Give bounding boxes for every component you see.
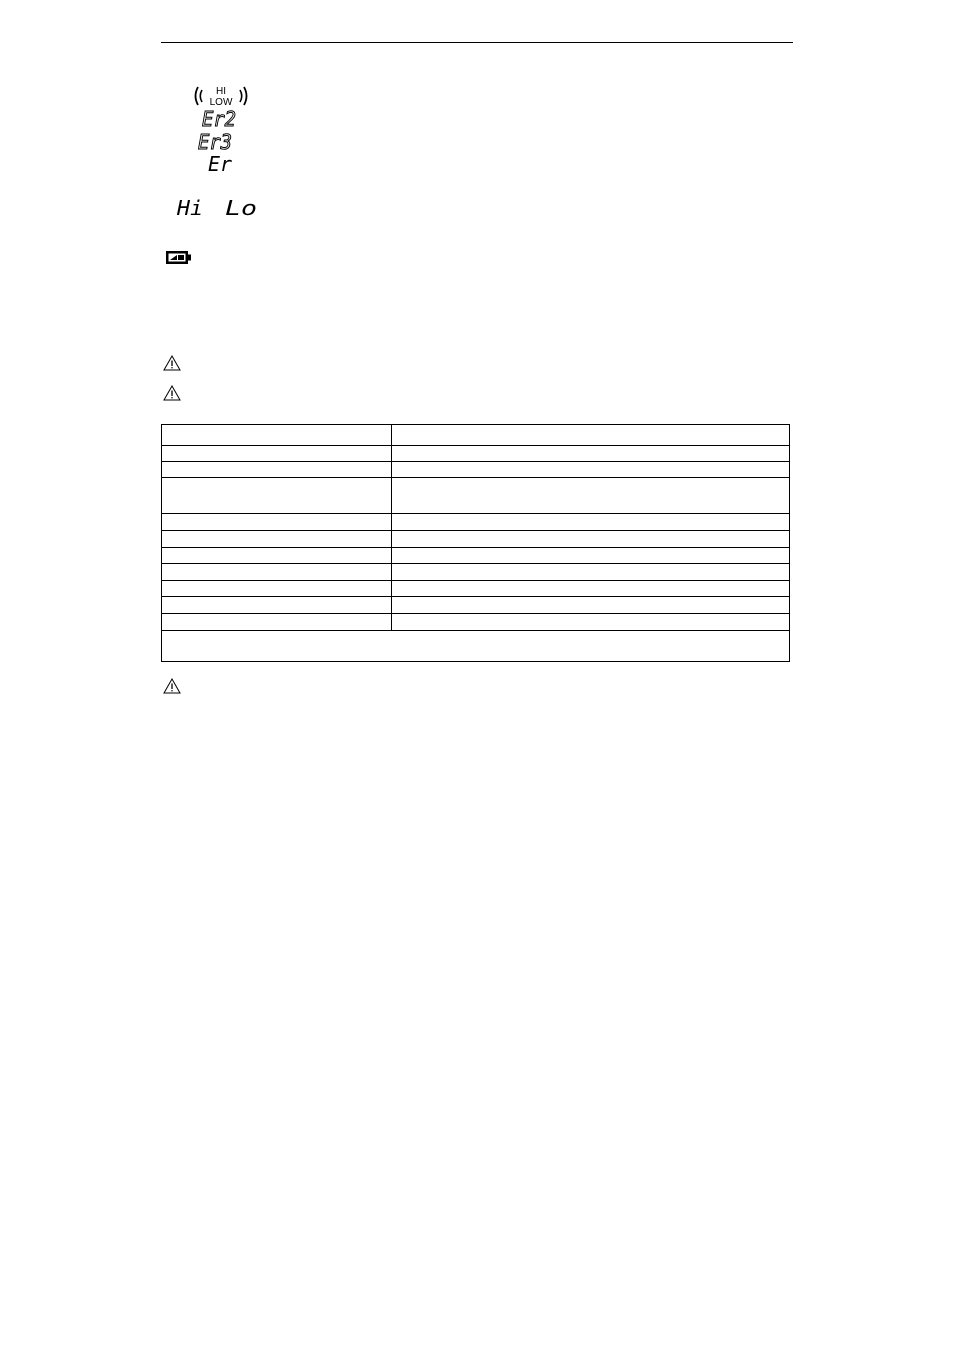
table-cell (162, 514, 392, 531)
table-row (162, 478, 790, 514)
error-er3-symbol (196, 131, 236, 153)
table-row (162, 446, 790, 462)
table-cell (162, 478, 392, 514)
warning-triangle-icon (163, 355, 181, 371)
out-of-range-low-symbol (224, 197, 260, 219)
table-cell (162, 548, 392, 564)
warning-triangle-icon (163, 385, 181, 401)
header-rule (161, 42, 793, 43)
table-cell (162, 581, 392, 597)
table-cell (392, 597, 790, 614)
battery-low-icon (165, 250, 193, 265)
table-cell (392, 462, 790, 478)
error-er-text: Er (208, 153, 232, 175)
table-row (162, 564, 790, 581)
table-footer-cell (162, 631, 790, 662)
table-cell (392, 514, 790, 531)
table-cell (392, 548, 790, 564)
out-of-range-high-text: Hi (176, 197, 203, 219)
table-cell (162, 462, 392, 478)
table-row (162, 425, 790, 446)
table-row (162, 531, 790, 548)
table-row (162, 597, 790, 614)
alarm-hi-low-symbol (192, 84, 250, 108)
table-cell (162, 564, 392, 581)
table-cell (392, 581, 790, 597)
table-cell (162, 614, 392, 631)
table-cell (162, 531, 392, 548)
table-footer-row (162, 631, 790, 662)
table-cell (392, 425, 790, 446)
table-row (162, 614, 790, 631)
table-cell (392, 614, 790, 631)
out-of-range-high-symbol (176, 197, 206, 219)
table-row (162, 462, 790, 478)
table-cell (392, 478, 790, 514)
error-er2-text: Er2 (202, 108, 236, 130)
table-cell (162, 597, 392, 614)
alarm-low-label: LOW (209, 97, 233, 108)
table-row (162, 581, 790, 597)
table-cell (162, 446, 392, 462)
table-cell (392, 531, 790, 548)
error-er2-symbol (200, 108, 240, 130)
table-cell (392, 564, 790, 581)
table-row (162, 548, 790, 564)
alarm-hi-label: HI (216, 86, 226, 97)
error-er3-text: Er3 (198, 131, 232, 153)
table-cell (392, 446, 790, 462)
table-cell (162, 425, 392, 446)
out-of-range-low-text: Lo (225, 197, 257, 219)
error-er-symbol (206, 153, 238, 175)
warning-triangle-icon (163, 678, 181, 694)
spec-table (161, 424, 790, 662)
table-row (162, 514, 790, 531)
